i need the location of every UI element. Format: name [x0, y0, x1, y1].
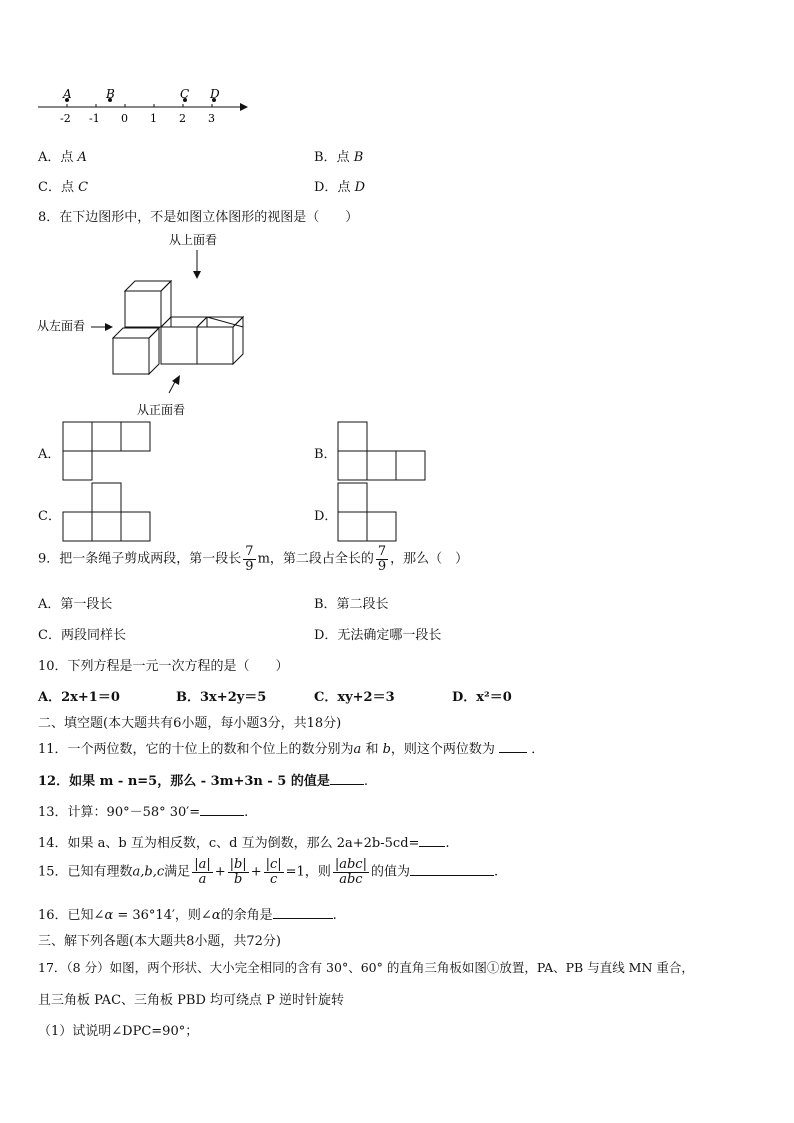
q9-stem-b: m，第二段占全长的 [257, 551, 374, 567]
q10-option-a [38, 686, 120, 705]
numerator: |c| [265, 857, 282, 872]
q15-text: ，则 [304, 864, 331, 880]
q8-stem: 8．在下边图形中，不是如图立体图形的视图是（ ） [38, 210, 359, 225]
q14-text: 14．如果 a、b 互为相反数，c、d 互为倒数，那么 2a+2b-5cd= [38, 836, 420, 851]
fraction [243, 545, 255, 573]
option-letter: A． [38, 150, 61, 165]
q8-solid-figure [35, 228, 265, 420]
answer-blank [499, 740, 527, 753]
fraction [376, 545, 388, 573]
q15-eq: =1 [285, 864, 305, 880]
q13-end: . [244, 805, 249, 820]
number-line [30, 82, 260, 128]
answer-blank [273, 906, 333, 919]
q16-text: 的余角是 [220, 908, 273, 923]
fraction [333, 858, 369, 886]
q16-end: . [332, 908, 337, 923]
q14-end: . [445, 836, 450, 851]
numerator: 7 [377, 544, 387, 559]
denominator: b [233, 871, 243, 887]
q7-option-d [314, 176, 365, 195]
section-2-title: 二、填空题(本大题共有6小题，每小题3分，共18分) [38, 716, 342, 731]
numerator: 7 [245, 544, 254, 559]
q12-end: . [363, 774, 369, 789]
tick-label: 3 [208, 112, 215, 125]
q15-text: 15．已知有理数 [38, 864, 133, 880]
q17-sub-1: （1）试说明∠DPC=90°； [38, 1024, 199, 1039]
q11-text: 11．一个两位数，它的十位上的数和个位上的数分别为 [38, 742, 354, 757]
option-text: 点 [60, 150, 74, 165]
q8-option-a-figure [62, 421, 154, 483]
q15-text: 的值为 [370, 864, 410, 880]
q11-text: ，则这个两位数为 [390, 742, 495, 757]
option-text: 点 [337, 180, 351, 195]
alpha: α [104, 908, 114, 923]
q15-vars: a,b,c [132, 864, 165, 880]
q13-text: 13．计算：90°－58° 30′= [38, 805, 201, 820]
q9-stem-c: ，那么（ ） [390, 551, 469, 567]
label-left-view: 从左面看 [37, 319, 86, 333]
q9-option-b: B．第二段长 [314, 597, 389, 612]
answer-blank [330, 772, 364, 785]
fraction [264, 858, 284, 886]
q11-text: 和 [361, 742, 383, 757]
q7-option-a [38, 146, 87, 165]
q8-option-d-figure [337, 482, 401, 544]
q8-option-c-figure [62, 482, 154, 544]
q8-option-c-letter: C． [38, 509, 61, 524]
q17-line-1: 17．（8 分）如图，两个形状、大小完全相同的含有 30°、60° 的直角三角板如图①放置，PA、PB 与直线 MN 重合， [38, 960, 694, 975]
tick-label: 0 [121, 112, 128, 125]
denominator: abc [339, 871, 363, 887]
tick-label: -1 [89, 112, 100, 125]
option-letter: D． [452, 690, 477, 705]
q10-option-c [314, 686, 395, 705]
tick-label: -2 [60, 112, 71, 125]
q8-option-b-figure [337, 421, 429, 483]
point-label-c: C [180, 87, 190, 101]
option-text: 点 [60, 180, 74, 195]
option-text: 点 [336, 150, 350, 165]
point-label-a: A [63, 87, 72, 101]
q14 [38, 832, 450, 851]
q9-option-c: C．两段同样长 [38, 628, 126, 643]
option-var: A [77, 150, 87, 165]
q8-option-d-letter: D． [314, 509, 338, 524]
q7-option-b [314, 146, 363, 165]
option-letter: D． [314, 180, 338, 195]
q7-option-c [38, 176, 88, 195]
fraction [192, 858, 213, 886]
answer-blank [419, 834, 445, 847]
label-front-view: 从正面看 [137, 403, 186, 417]
q8-option-b-letter: B． [314, 447, 337, 462]
option-letter: C． [38, 180, 61, 195]
option-var: C [78, 180, 89, 195]
option-var: D [354, 180, 366, 195]
option-expr: 3x+2y＝5 [200, 690, 267, 705]
option-letter: B． [314, 150, 337, 165]
q11 [38, 738, 544, 757]
option-letter: A． [38, 690, 62, 705]
var-a: a [353, 742, 362, 757]
numerator: |b| [229, 857, 247, 872]
numerator: |abc| [334, 857, 367, 872]
q12 [38, 770, 368, 789]
tick-label: 1 [150, 112, 157, 125]
label-top-view: 从上面看 [169, 233, 218, 247]
option-expr: x²＝0 [476, 690, 512, 705]
answer-blank [200, 803, 244, 816]
option-letter: C． [314, 690, 338, 705]
q17-line-2: 且三角板 PAC、三角板 PBD 均可绕点 P 逆时针旋转 [38, 993, 345, 1008]
q16 [38, 904, 337, 923]
option-expr: 2x+1＝0 [61, 690, 120, 705]
denominator: c [269, 871, 278, 887]
q15: 15．已知有理数a,b,c满足 $\frac{|a|}{a}$ + $\frac{|b|}{b}$ + $\frac{|c|}{c}$ =1，则 $\frac{\text{|abc|}}{\text{abc}}$ 的值为 . [38, 857, 499, 887]
q9-stem-a: 9．把一条绳子剪成两段，第一段长 [38, 551, 242, 567]
q15-text: 满足 [164, 864, 191, 880]
q15-end: . [493, 864, 499, 880]
option-letter: B． [176, 690, 200, 705]
point-label-b: B [106, 87, 115, 101]
q10-option-b [176, 686, 266, 705]
numerator: |a| [194, 857, 211, 872]
q10-option-d [452, 686, 512, 705]
q16-text: = 36°14′，则∠ [113, 908, 212, 923]
option-expr: xy+2＝3 [337, 690, 395, 705]
q9-option-d: D．无法确定哪一段长 [314, 628, 442, 643]
point-label-d: D [210, 87, 220, 101]
alpha: α [211, 908, 221, 923]
option-var: B [353, 150, 364, 165]
denominator: 9 [377, 558, 387, 574]
q13 [38, 801, 248, 820]
var-b: b [382, 742, 391, 757]
q9-stem [38, 545, 468, 573]
q12-text: 12．如果 m - n=5，那么 - 3m+3n - 5 的值是 [38, 774, 330, 789]
denominator: 9 [245, 558, 254, 574]
fraction [228, 858, 249, 886]
answer-blank [410, 863, 494, 876]
tick-label: 2 [179, 112, 186, 125]
section-3-title: 三、解下列各题(本大题共8小题，共72分) [38, 934, 281, 949]
denominator: a [198, 871, 207, 887]
q8-option-a-letter: A． [38, 447, 61, 462]
q10-stem: 10．下列方程是一元一次方程的是（ ） [38, 659, 289, 674]
q9-option-a: A．第一段长 [38, 597, 113, 612]
q16-text: 16．已知∠ [38, 908, 105, 923]
q11-end: ． [531, 742, 545, 757]
